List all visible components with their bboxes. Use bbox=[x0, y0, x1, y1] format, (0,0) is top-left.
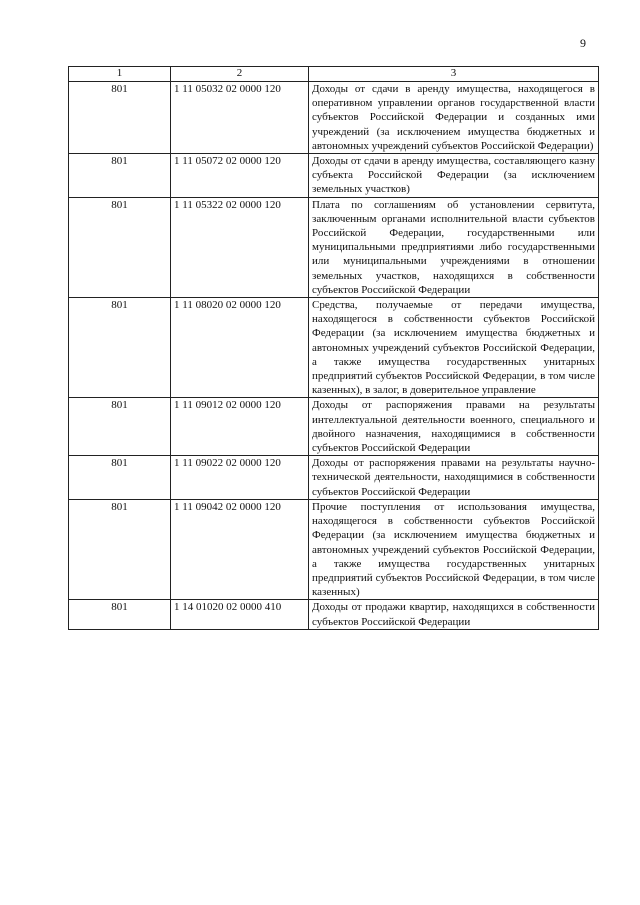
table-header-row bbox=[69, 67, 599, 82]
revenue-name-cell: Доходы от сдачи в аренду имущества, составляющего казну субъекта Российской Федерации (за исключением земельных участков) bbox=[309, 154, 599, 198]
table-row bbox=[69, 398, 599, 456]
table-row bbox=[69, 82, 599, 154]
column-header-code: 2 bbox=[171, 67, 309, 82]
revenue-name-cell: Плата по соглашениям об установлении сервитута, заключенным органами исполнительной власти субъектов Российской Федерации, государственными или муниципальными предприятиями либо государственными или муниципальными учреждениями в отношении земельных участков, находящихся в собственности субъектов Российской Федерации bbox=[309, 197, 599, 297]
admin-code-cell: 801 bbox=[69, 82, 171, 154]
budget-code-cell: 1 11 09022 02 0000 120 bbox=[171, 456, 309, 500]
admin-code-cell: 801 bbox=[69, 154, 171, 198]
table-row bbox=[69, 197, 599, 297]
table-row bbox=[69, 154, 599, 198]
budget-code-cell: 1 14 01020 02 0000 410 bbox=[171, 600, 309, 629]
revenue-name-cell: Доходы от сдачи в аренду имущества, находящегося в оперативном управлении органов государственной власти субъектов Российской Федерации и созданных ими учреждений (за исключением имущества бюджетных и автономных учреждений субъектов Российской Федерации) bbox=[309, 82, 599, 154]
budget-code-cell: 1 11 05032 02 0000 120 bbox=[171, 82, 309, 154]
table-row bbox=[69, 499, 599, 599]
admin-code-cell: 801 bbox=[69, 600, 171, 629]
revenue-name-cell: Доходы от распоряжения правами на результаты научно-технической деятельности, находящимися в собственности субъектов Российской Федерации bbox=[309, 456, 599, 500]
budget-code-cell: 1 11 08020 02 0000 120 bbox=[171, 298, 309, 398]
column-header-name: 3 bbox=[309, 67, 599, 82]
budget-code-cell: 1 11 05322 02 0000 120 bbox=[171, 197, 309, 297]
revenue-name-cell: Прочие поступления от использования имущества, находящегося в собственности субъектов Российской Федерации (за исключением имущества бюджетных и автономных учреждений субъектов Российской Федерации, а также имущества государственных унитарных предприятий субъектов Российской Федерации, в том числе казенных) bbox=[309, 499, 599, 599]
table-row bbox=[69, 298, 599, 398]
page-number: 9 bbox=[580, 36, 586, 50]
admin-code-cell: 801 bbox=[69, 298, 171, 398]
revenue-codes-table bbox=[68, 66, 599, 630]
revenue-name-cell: Доходы от продажи квартир, находящихся в собственности субъектов Российской Федерации bbox=[309, 600, 599, 629]
table-row bbox=[69, 600, 599, 629]
admin-code-cell: 801 bbox=[69, 499, 171, 599]
table-row bbox=[69, 456, 599, 500]
revenue-name-cell: Средства, получаемые от передачи имущества, находящегося в собственности субъектов Российской Федерации (за исключением имущества бюджетных и автономных учреждений субъектов Российской Федерации, а также имущества государственных унитарных предприятий субъектов Российской Федерации, в том числе казенных), в залог, в доверительное управление bbox=[309, 298, 599, 398]
admin-code-cell: 801 bbox=[69, 456, 171, 500]
budget-code-cell: 1 11 09012 02 0000 120 bbox=[171, 398, 309, 456]
admin-code-cell: 801 bbox=[69, 197, 171, 297]
budget-code-cell: 1 11 05072 02 0000 120 bbox=[171, 154, 309, 198]
budget-code-cell: 1 11 09042 02 0000 120 bbox=[171, 499, 309, 599]
revenue-name-cell: Доходы от распоряжения правами на результаты интеллектуальной деятельности военного, специального и двойного назначения, находящимися в собственности субъектов Российской Федерации bbox=[309, 398, 599, 456]
column-header-admin: 1 bbox=[69, 67, 171, 82]
admin-code-cell: 801 bbox=[69, 398, 171, 456]
